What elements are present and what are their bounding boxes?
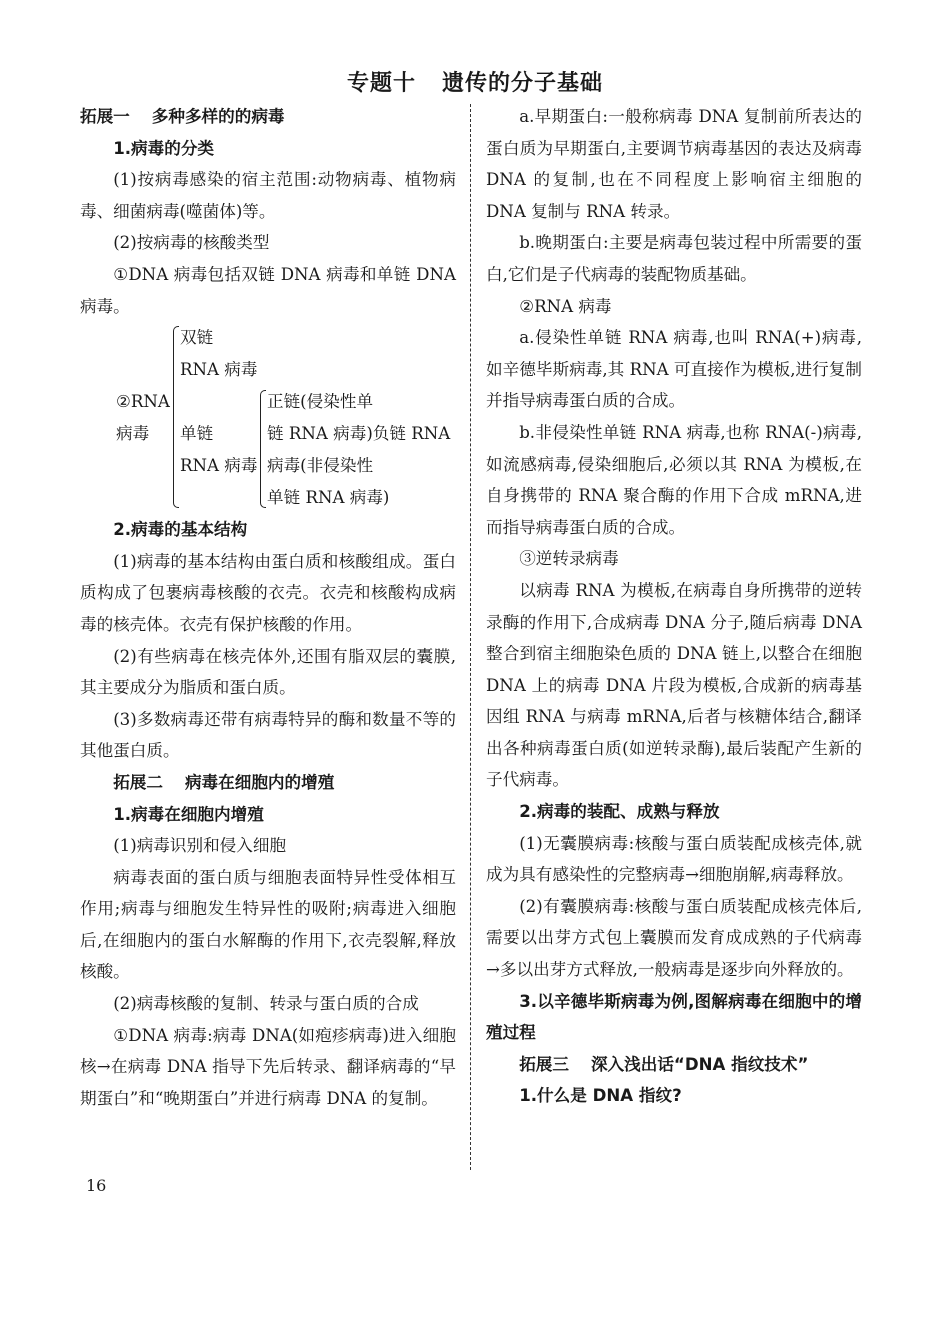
left-column <box>80 101 456 1114</box>
paragraph: ①DNA 病毒:病毒 DNA(如疱疹病毒)进入细胞核→在病毒 DNA 指导下先后转录、翻译病毒的“早期蛋白”和“晚期蛋白”并进行病毒 DNA 的复制。 <box>80 1025 456 1108</box>
right-column <box>486 101 862 1112</box>
section-heading: 2.病毒的基本结构 <box>113 520 248 540</box>
tree-leaf-label: 单链 RNA 病毒) <box>267 488 390 508</box>
paragraph: ①DNA 病毒包括双链 DNA 病毒和单链 DNA 病毒。 <box>80 264 456 316</box>
paragraph: (1)按病毒感染的宿主范围:动物病毒、植物病毒、细菌病毒(噬菌体)等。 <box>80 170 456 221</box>
section-heading: 1.病毒在细胞内增殖 <box>113 804 264 824</box>
extension-1-heading: 拓展一 多种多样的的病毒 <box>80 107 285 126</box>
paragraph: (2)有些病毒在核壳体外,还围有脂双层的囊膜,其主要成分为脂质和蛋白质。 <box>80 646 456 698</box>
paragraph: (1)病毒识别和侵入细胞 <box>113 836 287 856</box>
paragraph: 病毒表面的蛋白质与细胞表面特异性受体相互作用;病毒与细胞发生特异性的吸附;病毒进入细胞后,在细胞内的蛋白水解酶的作用下,衣壳裂解,释放核酸。 <box>80 867 456 982</box>
paragraph: 以病毒 RNA 为模板,在病毒自身所携带的逆转录酶的作用下,合成病毒 DNA 分子,随后病毒 DNA 整合到宿主细胞染色质的 DNA 链上,以整合在细胞 DNA 上的病毒 DNA 片段为模板,合成新的病毒基因组 RNA 与病毒 mRNA,后者与核糖体结合,翻译出各种病毒蛋白质(如逆转录酶),最后装配产生新的子代病毒。 <box>486 580 862 790</box>
paragraph: (3)多数病毒还带有病毒特异的酶和数量不等的其他蛋白质。 <box>80 709 456 761</box>
paragraph: (2)有囊膜病毒:核酸与蛋白质装配成核壳体后,需要以出芽方式包上囊膜而发育成成熟的子代病毒→多以出芽方式释放,一般病毒是逐步向外释放的。 <box>486 896 862 980</box>
extension-2-heading: 拓展二 病毒在细胞内的增殖 <box>113 772 335 792</box>
paragraph: (1)无囊膜病毒:核酸与蛋白质装配成核壳体,就成为具有感染性的完整病毒→细胞崩解,病毒释放。 <box>486 833 862 885</box>
section-heading: 2.病毒的装配、成熟与释放 <box>519 802 720 822</box>
brace <box>173 326 179 508</box>
tree-root-label: ②RNA <box>116 392 170 412</box>
tree-branch-label: RNA 病毒 <box>180 360 258 380</box>
section-heading: 3.以辛德毕斯病毒为例,图解病毒在细胞中的增殖过程 <box>486 991 862 1043</box>
page-title: 专题十 遗传的分子基础 <box>346 71 604 96</box>
paragraph: (1)病毒的基本结构由蛋白质和核酸组成。蛋白质构成了包裹病毒核酸的衣壳。衣壳和核酸构成病毒的核壳体。衣壳有保护核酸的作用。 <box>80 551 456 634</box>
paragraph: a.早期蛋白:一般称病毒 DNA 复制前所表达的蛋白质为早期蛋白,主要调节病毒基因的表达及病毒 DNA 的复制,也在不同程度上影响宿主细胞的 DNA 复制与 RNA 转录。 <box>486 107 862 221</box>
column-divider <box>470 104 471 1170</box>
tree-branch-label: RNA 病毒 <box>180 456 258 476</box>
paragraph: ③逆转录病毒 <box>519 549 619 569</box>
brace <box>260 390 266 508</box>
paragraph: (2)病毒核酸的复制、转录与蛋白质的合成 <box>113 994 419 1014</box>
tree-leaf-label: 链 RNA 病毒)负链 RNA <box>267 424 451 444</box>
section-heading: 1.病毒的分类 <box>113 138 215 158</box>
tree-branch-label: 单链 <box>180 424 214 444</box>
tree-root-label: 病毒 <box>116 424 150 444</box>
tree-branch-label: 双链 <box>180 328 214 348</box>
tree-leaf-label: 正链(侵染性单 <box>267 392 374 412</box>
extension-3-heading: 拓展三 深入浅出话“DNA 指纹技术” <box>519 1054 809 1074</box>
paragraph: ②RNA 病毒 <box>519 296 612 316</box>
tree-leaf-label: 病毒(非侵染性 <box>267 456 374 476</box>
paragraph: (2)按病毒的核酸类型 <box>113 233 270 253</box>
page-number: 16 <box>86 1176 107 1195</box>
rna-virus-classification-tree <box>80 322 456 514</box>
paragraph: b.晚期蛋白:主要是病毒包装过程中所需要的蛋白,它们是子代病毒的装配物质基础。 <box>486 233 862 284</box>
paragraph: a.侵染性单链 RNA 病毒,也叫 RNA(+)病毒,如辛德毕斯病毒,其 RNA 可直接作为模板,进行复制并指导病毒蛋白质的合成。 <box>486 328 862 411</box>
paragraph: b.非侵染性单链 RNA 病毒,也称 RNA(-)病毒,如流感病毒,侵染细胞后,必须以其 RNA 为模板,在自身携带的 RNA 聚合酶的作用下合成 mRNA,进而指导病毒蛋白质的合成。 <box>486 422 862 537</box>
section-heading: 1.什么是 DNA 指纹? <box>519 1086 682 1106</box>
